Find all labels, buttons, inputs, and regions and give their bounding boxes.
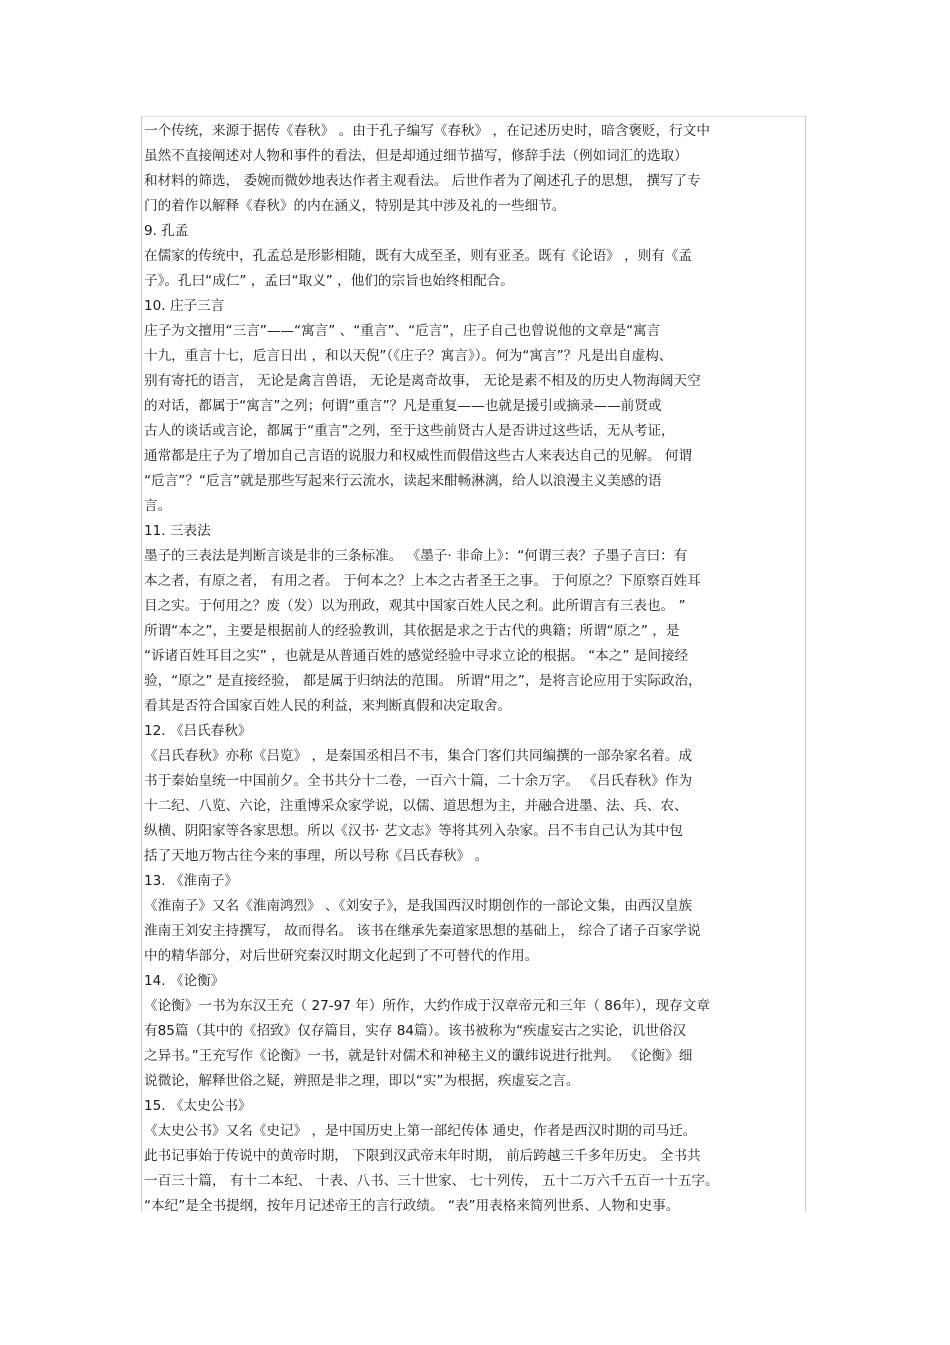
text-line: 有85篇（其中的《招致》仅存篇目，实存 84篇）。该书被称为“疾虚妄古之实论，讥世俗汉 bbox=[144, 1023, 687, 1039]
text-line: 《论衡》一书为东汉王充（ 27-97 年）所作，大约作成于汉章帝元和三年（ 86年），现存文章 bbox=[144, 998, 710, 1014]
text-line: 在儒家的传统中，孔孟总是形影相随，既有大成至圣，则有亚圣。既有《论语》 ，则有《孟 bbox=[144, 248, 693, 264]
section-heading: 12. 《吕氏春秋》 bbox=[144, 723, 252, 739]
text-line: 《太史公书》又名《史记》 ，是中国历史上第一部纪传体 通史，作者是西汉时期的司马迁。 bbox=[144, 1123, 697, 1139]
text-line: 《吕氏春秋》亦称《吕览》 ，是秦国丞相吕不韦，集合门客们共同编撰的一部杂家名着。成 bbox=[144, 748, 693, 764]
text-line: 言。 bbox=[144, 498, 172, 514]
text-line: 古人的谈话或言论，都属于“重言”之列，至于这些前贤古人是否讲过这些话，无从考证， bbox=[144, 423, 675, 439]
text-line: 说微论，解释世俗之疑，辨照是非之理，即以“实”为根据，疾虚妄之言。 bbox=[144, 1073, 580, 1089]
text-line: “诉诸百姓耳目之实” ，也就是从普通百姓的感觉经验中寻求立论的根据。 “本之” 是间接经 bbox=[144, 648, 689, 664]
text-line: 虽然不直接阐述对人物和事件的看法，但是却通过细节描写，修辞手法（例如词汇的选取） bbox=[144, 148, 688, 164]
section-heading: 14. 《论衡》 bbox=[144, 973, 225, 989]
text-line: 和材料的筛选， 委婉而微妙地表达作者主观看法。 后世作者为了阐述孔子的思想， 撰写了专 bbox=[144, 173, 701, 189]
text-line: 十二纪、八览、六论，注重博采众家学说，以儒、道思想为主，并融合进墨、法、兵、农、 bbox=[144, 798, 688, 814]
text-line: 门的着作以解释《春秋》的内在涵义，特别是其中涉及礼的一些细节。 bbox=[144, 198, 566, 214]
section-heading: 10. 庄子三言 bbox=[144, 298, 225, 314]
text-line: 书于秦始皇统一中国前夕。全书共分十二卷，一百六十篇，二十余万字。 《吕氏春秋》作为 bbox=[144, 773, 693, 789]
text-line: 的对话，都属于“寓言”之列；何谓“重言”？凡是重复——也就是援引或摘录——前贤或 bbox=[144, 398, 662, 414]
text-line: 中的精华部分，对后世研究秦汉时期文化起到了不可替代的作用。 bbox=[144, 948, 539, 964]
text-line: 一个传统，来源于据传《春秋》 。由于孔子编写《春秋》 ，在记述历史时，暗含褒贬，行文中 bbox=[144, 123, 710, 139]
text-line: 子》。孔曰“成仁” ，孟曰“取义” ，他们的宗旨也始终相配合。 bbox=[144, 273, 514, 289]
text-line: 一百三十篇， 有十二本纪、 十表、八书、三十世家、 七十列传， 五十二万六千五百一十五字。 bbox=[144, 1173, 719, 1189]
text-line: 验，“原之” 是直接经验， 都是属于归纳法的范围。 所谓“用之”，是将言论应用于实际政治， bbox=[144, 673, 702, 689]
text-line: 《淮南子》又名《淮南鸿烈》 、《刘安子》，是我国西汉时期创作的一部论文集，由西汉皇族 bbox=[144, 898, 693, 914]
text-line: “本纪”是全书提纲，按年月记述帝王的言行政绩。 “表”用表格来简列世系、人物和史事。 bbox=[144, 1198, 680, 1214]
text-line: 括了天地万物古往今来的事理，所以号称《吕氏春秋》 。 bbox=[144, 848, 489, 864]
text-line: 纵横、阴阳家等各家思想。所以《汉书· 艺文志》等将其列入杂家。吕不韦自己认为其中包 bbox=[144, 823, 683, 839]
section-heading: 15. 《太史公书》 bbox=[144, 1098, 252, 1114]
section-heading: 9. 孔孟 bbox=[144, 223, 189, 239]
text-line: 此书记事始于传说中的黄帝时期， 下限到汉武帝末年时期， 前后跨越三千多年历史。 全书共 bbox=[144, 1148, 701, 1164]
text-line: 目之实。于何用之？废（发）以为刑政，观其中国家百姓人民之利。此所谓言有三表也。 ” bbox=[144, 598, 686, 614]
text-line: 之异书。”王充写作《论衡》一书，就是针对儒术和神秘主义的谶纬说进行批判。 《论衡》细 bbox=[144, 1048, 693, 1064]
text-line: 所谓“本之”，主要是根据前人的经验教训，其依据是求之于古代的典籍；所谓“原之” ，是 bbox=[144, 623, 680, 639]
text-line: 别有寄托的语言， 无论是禽言兽语， 无论是离奇故事， 无论是素不相及的历史人物海阔天空 bbox=[144, 373, 701, 389]
text-line: 本之者，有原之者， 有用之者。 于何本之？上本之古者圣王之事。 于何原之？下原察百姓耳 bbox=[144, 573, 701, 589]
text-line: 淮南王刘安主持撰写， 故而得名。 该书在继承先秦道家思想的基础上， 综合了诸子百家学说 bbox=[144, 923, 701, 939]
text-line: 通常都是庄子为了增加自己言语的说服力和权威性而假借这些古人来表达自己的见解。 何谓 bbox=[144, 448, 693, 464]
text-line: 看其是否符合国家百姓人民的利益，来判断真假和决定取舍。 bbox=[144, 698, 512, 714]
section-heading: 13. 《淮南子》 bbox=[144, 873, 238, 889]
text-line: 墨子的三表法是判断言谈是非的三条标准。 《墨子· 非命上》：“何谓三表？子墨子言曰：有 bbox=[144, 548, 688, 564]
text-line: 十九，重言十七，卮言日出 ，和以天倪”（《庄子？寓言》）。何为“寓言”？凡是出自虚构、 bbox=[144, 348, 673, 364]
section-heading: 11. 三表法 bbox=[144, 523, 211, 539]
text-line: 庄子为文擅用“三言”——“寓言” 、“重言”、“卮言”，庄子自己也曾说他的文章是“寓言 bbox=[144, 323, 661, 339]
document-body bbox=[144, 119, 804, 1219]
text-line: “卮言”？“卮言”就是那些写起来行云流水，读起来酣畅淋漓，给人以浪漫主义美感的语 bbox=[144, 473, 662, 489]
